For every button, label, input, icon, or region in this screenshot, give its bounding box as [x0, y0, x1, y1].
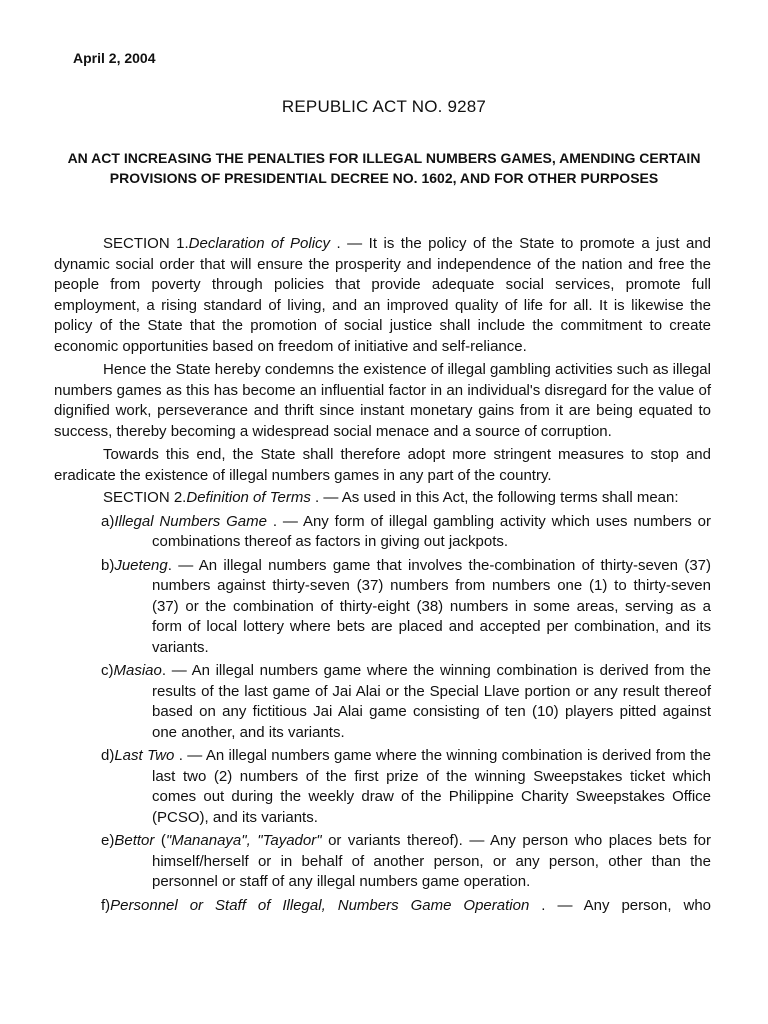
definition-item-b	[54, 556, 711, 659]
document-date: April 2, 2004	[73, 50, 156, 66]
definition-letter: f)	[101, 896, 111, 914]
definition-term: Last Two	[114, 747, 175, 764]
section-1-paragraph	[54, 234, 711, 357]
definition-text-pre: (	[154, 832, 166, 849]
section-1-caption: Declaration of Policy	[188, 235, 331, 252]
act-number: REPUBLIC ACT NO. 9287	[281, 97, 487, 116]
definition-text: . — An illegal numbers game where the winning combination is derived from the results of the last game of Jai Alai or the Special Llave portion or any result thereof based on any fictitious Jai Alai game consisting of ten (10) players pitted against one another, and its variants.	[152, 662, 711, 741]
definition-term-note: "Mananaya", "Tayador"	[165, 832, 322, 849]
act-title: AN ACT INCREASING THE PENALTIES FOR ILLEGAL NUMBERS GAMES, AMENDING CERTAIN PROVISIONS OF PRESIDENTIAL DECREE NO. 1602, AND FOR OTHER PURPOSES	[67, 150, 701, 186]
definition-letter: a)	[101, 512, 115, 530]
definition-item-c	[54, 661, 711, 743]
definition-letter: e)	[101, 832, 115, 849]
definition-text: . — Any form of illegal gambling activity which uses numbers or combinations thereof as factors in giving out jackpots.	[152, 512, 711, 550]
section-2-caption: Definition of Terms	[186, 489, 311, 506]
definition-term: Jueteng	[114, 556, 168, 574]
section-1-paragraph-3: Towards this end, the State shall therefore adopt more stringent measures to stop and eradicate the existence of illegal numbers games in any part of the country.	[54, 446, 711, 484]
definition-letter: b)	[101, 556, 115, 574]
definition-term: Bettor	[114, 832, 155, 849]
definition-item-f	[54, 896, 711, 917]
definition-term: Illegal Numbers Game	[114, 512, 267, 530]
definition-item-a	[54, 512, 711, 553]
definition-text: . — An illegal numbers game that involves the-combination of thirty-seven (37) numbers against thirty-seven (37) numbers from numbers one (1) to thirty-seven (37) or the combination of thirty-eight (38) numbers in some areas, serving as a form of local lottery where bets are placed and accepted per combination, and its variants.	[152, 556, 711, 656]
paragraph-text: . — It is the policy of the State to promote a just and dynamic social order that will ensure the prosperity and independence of the nation and free the people from poverty through policies that provide adequate social services, promote full employment, a rising standard of living, and an improved quality of life for all. It is likewise the policy of the State that the promotion of social justice shall include the commitment to create economic opportunities based on freedom of initiative and self-reliance.	[54, 235, 712, 355]
definition-item-e	[54, 831, 711, 893]
definition-text: . — An illegal numbers game where the winning combination is derived from the last two (2) numbers of the first prize of the winning Sweepstakes ticket which comes out during the weekly draw of the Philippine Charity Sweepstakes Office (PCSO), and its variants.	[152, 747, 711, 826]
definition-text: . — Any person, who	[529, 896, 711, 914]
definition-term: Personnel or Staff of Illegal, Numbers Game Operation	[110, 896, 530, 914]
definition-text: or variants thereof). — Any person who places bets for himself/herself or in behalf of another person, or any person, other than the personnel or staff of any illegal numbers game operation.	[152, 832, 712, 890]
section-2-heading: SECTION 2.	[103, 489, 187, 506]
definition-letter: c)	[101, 662, 114, 679]
definition-term: Masiao	[113, 662, 162, 679]
document-body	[54, 234, 711, 919]
definition-item-d	[54, 746, 711, 828]
paragraph-text: . — As used in this Act, the following terms shall mean:	[310, 489, 679, 506]
section-1-heading: SECTION 1.	[103, 235, 189, 252]
section-2-paragraph	[54, 488, 711, 509]
definition-letter: d)	[101, 747, 115, 764]
section-1-paragraph-2: Hence the State hereby condemns the existence of illegal gambling activities such as illegal numbers games as this has become an influential factor in an individual's disregard for the value of dignified work, perseverance and thrift since instant monetary gains from it are being equated to success, thereby becoming a widespread social menace and a source of corruption.	[54, 361, 711, 440]
